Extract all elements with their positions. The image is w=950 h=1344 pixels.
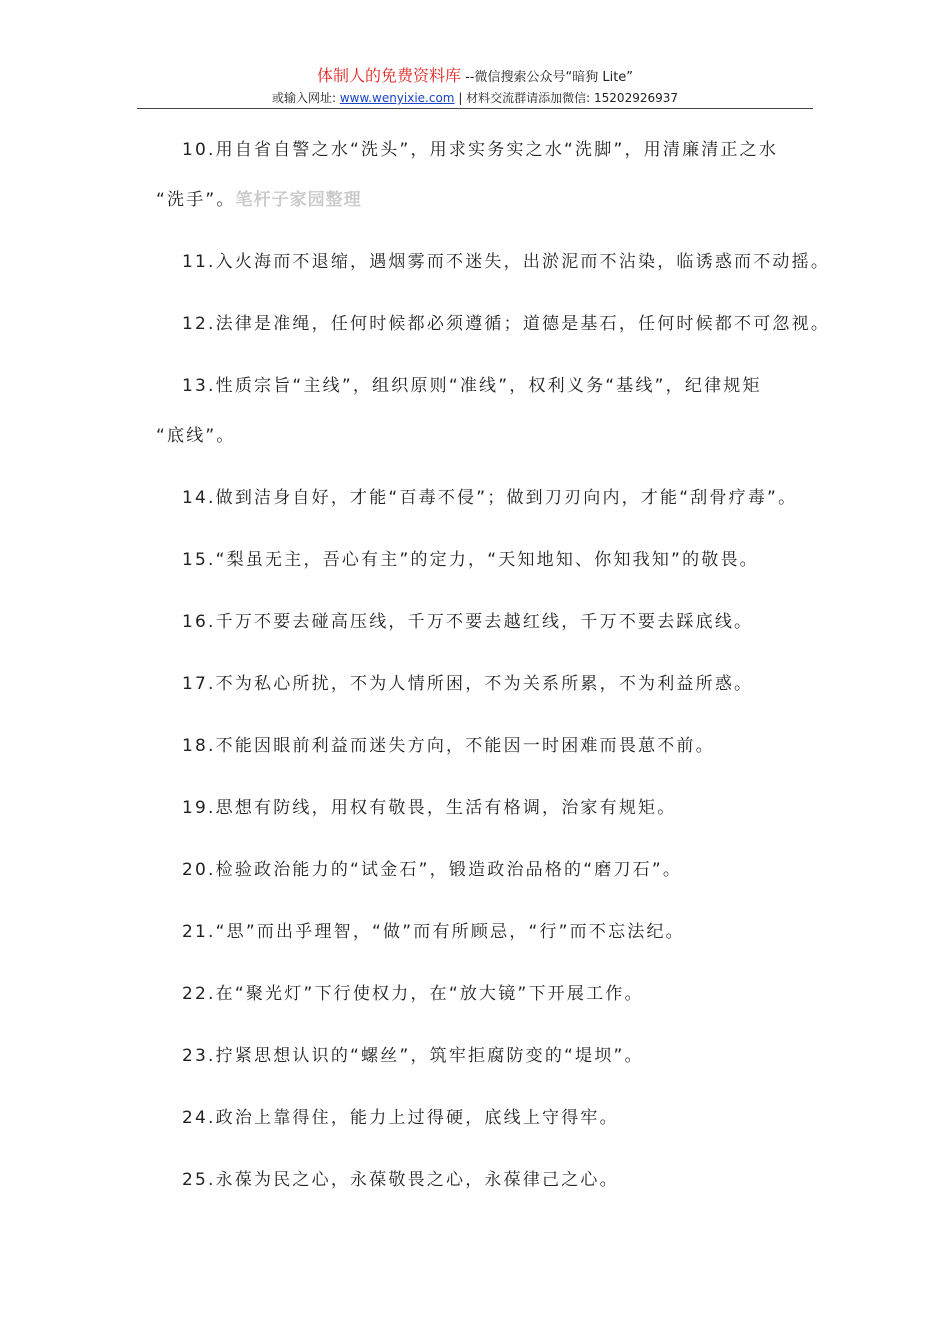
paragraph-line: 11.入火海而不退缩，遇烟雾而不迷失，出淤泥而不沾染，临诱惑而不动摇。 xyxy=(182,252,831,272)
paragraph-line xyxy=(156,175,816,225)
paragraph-line: 18.不能因眼前利益而迷失方向，不能因一时困难而畏葸不前。 xyxy=(182,736,715,756)
list-item xyxy=(156,237,831,299)
list-item xyxy=(156,783,816,845)
list-item xyxy=(156,659,816,721)
list-item xyxy=(156,361,816,461)
watermark-text: 笔杆子家园整理 xyxy=(235,190,362,210)
header-title-red: 体制人的免费资料库 xyxy=(316,66,461,85)
header-website-link[interactable]: www.wenyixie.com xyxy=(339,91,455,105)
paragraph-line: 23.拧紧思想认识的“螺丝”，筑牢拒腐防变的“堤坝”。 xyxy=(182,1046,644,1066)
list-item xyxy=(156,535,816,597)
header-subtitle xyxy=(137,89,813,107)
paragraph-line: 10.用自省自警之水“洗头”，用求实务实之水“洗脚”，用清廉清正之水 xyxy=(182,140,779,160)
list-item xyxy=(156,1155,816,1217)
paragraph-line: 14.做到洁身自好，才能“百毒不侵”；做到刀刃向内，才能“刮骨疗毒”。 xyxy=(182,488,798,508)
list-item xyxy=(156,721,816,783)
page-header xyxy=(137,66,813,107)
paragraph-line: 13.性质宗旨“主线”，组织原则“准线”，权利义务“基线”，纪律规矩 xyxy=(182,376,762,396)
list-item xyxy=(156,1031,816,1093)
header-divider xyxy=(137,108,813,109)
paragraph-line: 25.永葆为民之心，永葆敬畏之心，永葆律己之心。 xyxy=(182,1170,619,1190)
paragraph-line: 24.政治上靠得住，能力上过得硬，底线上守得牢。 xyxy=(182,1108,619,1128)
paragraph-line: 20.检验政治能力的“试金石”，锻造政治品格的“磨刀石”。 xyxy=(182,860,683,880)
list-item xyxy=(156,907,816,969)
header-title-rest: --微信搜索公众号“暗狗 Lite” xyxy=(460,70,634,85)
list-item xyxy=(156,845,816,907)
list-item xyxy=(156,969,816,1031)
paragraph-line: 15.“梨虽无主，吾心有主”的定力，“天知地知、你知我知”的敬畏。 xyxy=(182,550,759,570)
header-subtitle-suffix: | 材料交流群请添加微信: 15202926937 xyxy=(454,91,679,105)
paragraph-line: 19.思想有防线，用权有敬畏，生活有格调，治家有规矩。 xyxy=(182,798,677,818)
paragraph-line: “底线”。 xyxy=(156,426,236,446)
paragraph-line: 22.在“聚光灯”下行使权力，在“放大镜”下开展工作。 xyxy=(182,984,644,1004)
header-title xyxy=(137,66,813,88)
paragraph-line: 17.不为私心所扰，不为人情所困，不为关系所累，不为利益所惑。 xyxy=(182,674,754,694)
paragraph-line: 16.千万不要去碰高压线，千万不要去越红线，千万不要去踩底线。 xyxy=(182,612,754,632)
header-subtitle-prefix: 或输入网址: xyxy=(271,91,340,105)
list-item xyxy=(156,597,816,659)
list-item xyxy=(156,125,816,225)
paragraph-line: 21.“思”而出乎理智，“做”而有所顾忌，“行”而不忘法纪。 xyxy=(182,922,685,942)
paragraph-line: 12.法律是准绳，任何时候都必须遵循；道德是基石，任何时候都不可忽视。 xyxy=(182,314,831,334)
list-item xyxy=(156,299,831,361)
list-item xyxy=(156,473,816,535)
list-item xyxy=(156,1093,816,1155)
paragraph-text: “洗手”。 xyxy=(156,190,236,210)
document-body xyxy=(156,125,831,1217)
